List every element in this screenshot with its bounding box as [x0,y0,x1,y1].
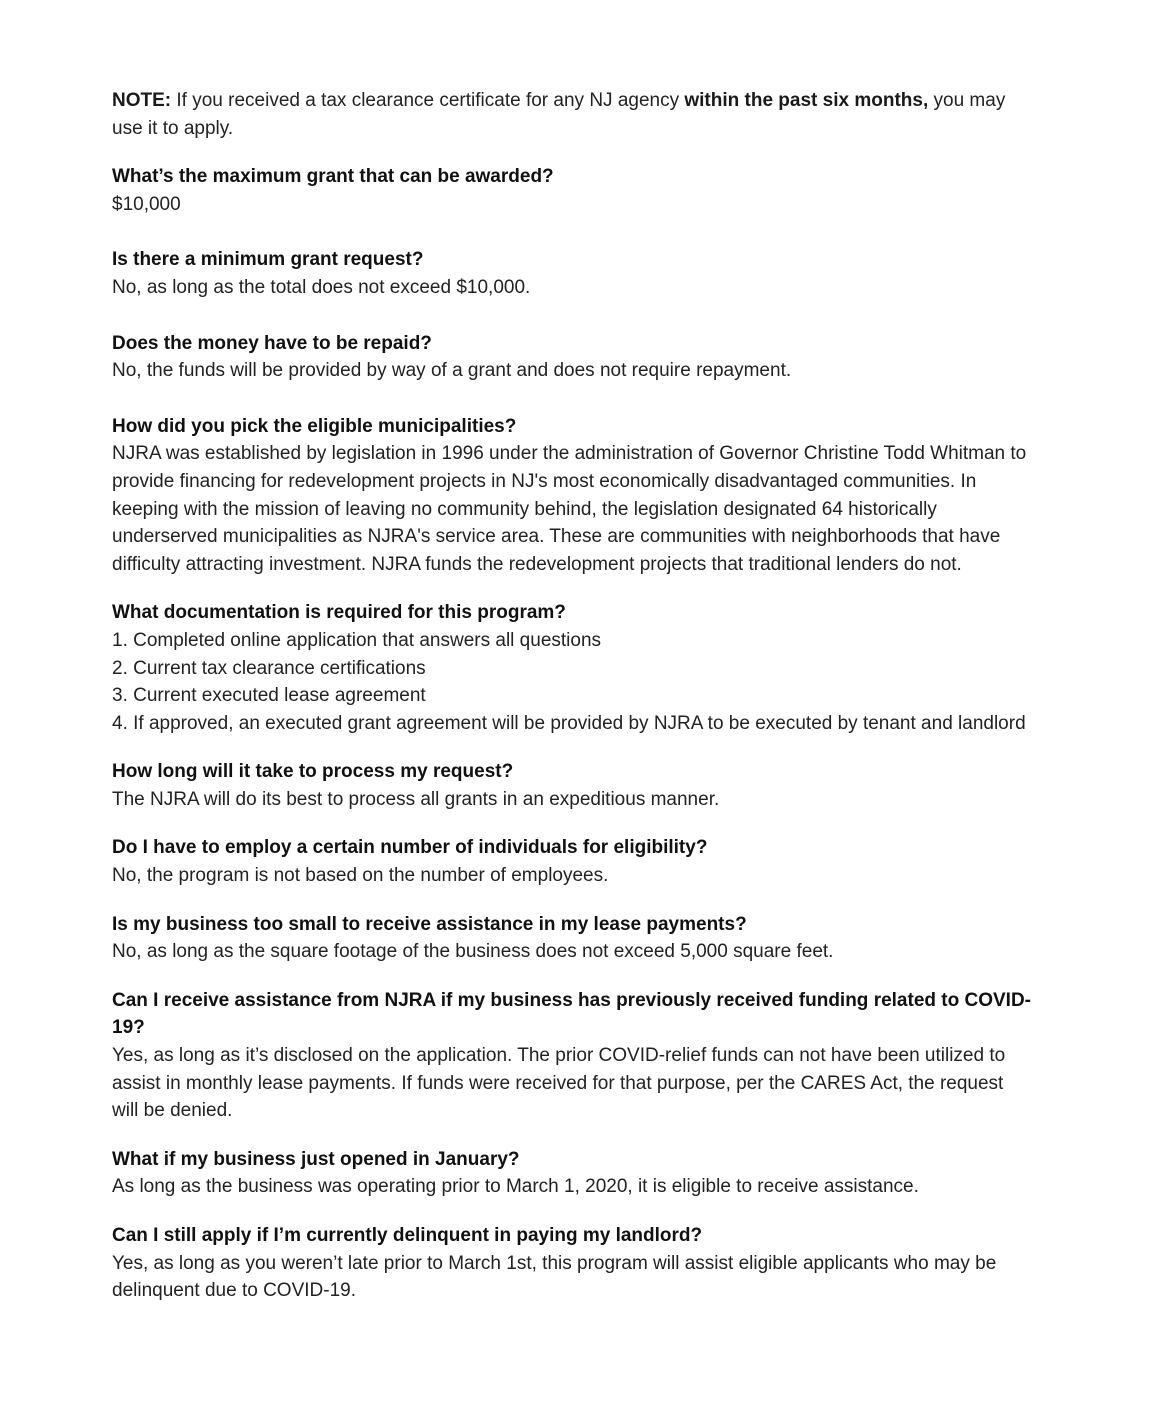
faq-answer: Yes, as long as you weren’t late prior to March 1st, this program will assist eligible applicants who may be delinquent due to COVID-19. [112,1252,997,1302]
faq-item-documentation [112,599,1032,737]
faq-item-municipalities [112,413,1032,579]
faq-question: Is my business too small to receive assistance in my lease payments? [112,913,747,935]
faq-item-opened-january [112,1146,1032,1201]
note-paragraph [112,87,1032,142]
faq-item-covid-funding [112,987,1032,1125]
faq-answer: No, as long as the total does not exceed $10,000. [112,276,531,298]
note-emphasis: within the past six months, [684,90,929,111]
note-label: NOTE: [112,90,172,111]
faq-item-business-size [112,911,1032,966]
faq-question: Can I receive assistance from NJRA if my business has previously received funding related to COVID-19? [112,989,1031,1039]
faq-question: Do I have to employ a certain number of individuals for eligibility? [112,837,708,859]
faq-item-processing-time [112,758,1032,813]
faq-question: What if my business just opened in January? [112,1148,520,1170]
faq-answer: As long as the business was operating prior to March 1, 2020, it is eligible to receive assistance. [112,1176,919,1198]
faq-question: Does the money have to be repaid? [112,332,432,354]
faq-answer: $10,000 [112,193,181,215]
note-text-1: If you received a tax clearance certificate for any NJ agency [171,90,685,111]
faq-question: What’s the maximum grant that can be awarded? [112,166,554,188]
faq-answer: No, the program is not based on the number of employees. [112,865,609,887]
faq-answer: The NJRA will do its best to process all grants in an expeditious manner. [112,788,720,810]
faq-item-min-grant [112,246,1032,301]
faq-question: How did you pick the eligible municipalities? [112,415,517,437]
faq-answer: Yes, as long as it’s disclosed on the application. The prior COVID-relief funds can not have been utilized to assist in monthly lease payments. If funds were received for that purpose, per the CARES Act, the request will be denied. [112,1045,1006,1122]
faq-question: How long will it take to process my request? [112,761,514,783]
faq-item-max-grant [112,163,1032,218]
documentation-list [112,627,1032,737]
faq-answer: No, as long as the square footage of the business does not exceed 5,000 square feet. [112,941,834,963]
faq-item-delinquent [112,1222,1032,1305]
faq-question: Is there a minimum grant request? [112,249,424,271]
faq-question: Can I still apply if I’m currently delinquent in paying my landlord? [112,1225,703,1246]
list-item: 4. If approved, an executed grant agreement will be provided by NJRA to be executed by tenant and landlord [112,712,1026,734]
faq-answer: No, the funds will be provided by way of a grant and does not require repayment. [112,360,792,382]
list-item: 1. Completed online application that answers all questions [112,629,602,651]
list-item: 2. Current tax clearance certifications [112,657,426,679]
faq-item-employees [112,834,1032,889]
list-item: 3. Current executed lease agreement [112,685,426,707]
faq-answer: NJRA was established by legislation in 1996 under the administration of Governor Christine Todd Whitman to provide financing for redevelopment projects in NJ's most economically disadvantaged communities. In keeping with the mission of leaving no community behind, the legislation designated 64 historically underserved municipalities as NJRA's service area. These are communities with neighborhoods that have difficulty attracting investment. NJRA funds the redevelopment projects that traditional lenders do not. [112,443,1027,575]
faq-question: What documentation is required for this program? [112,602,566,624]
faq-item-repayment [112,330,1032,385]
faq-document [112,87,1032,1305]
note-text-2: you may use it to apply. [112,90,1006,139]
